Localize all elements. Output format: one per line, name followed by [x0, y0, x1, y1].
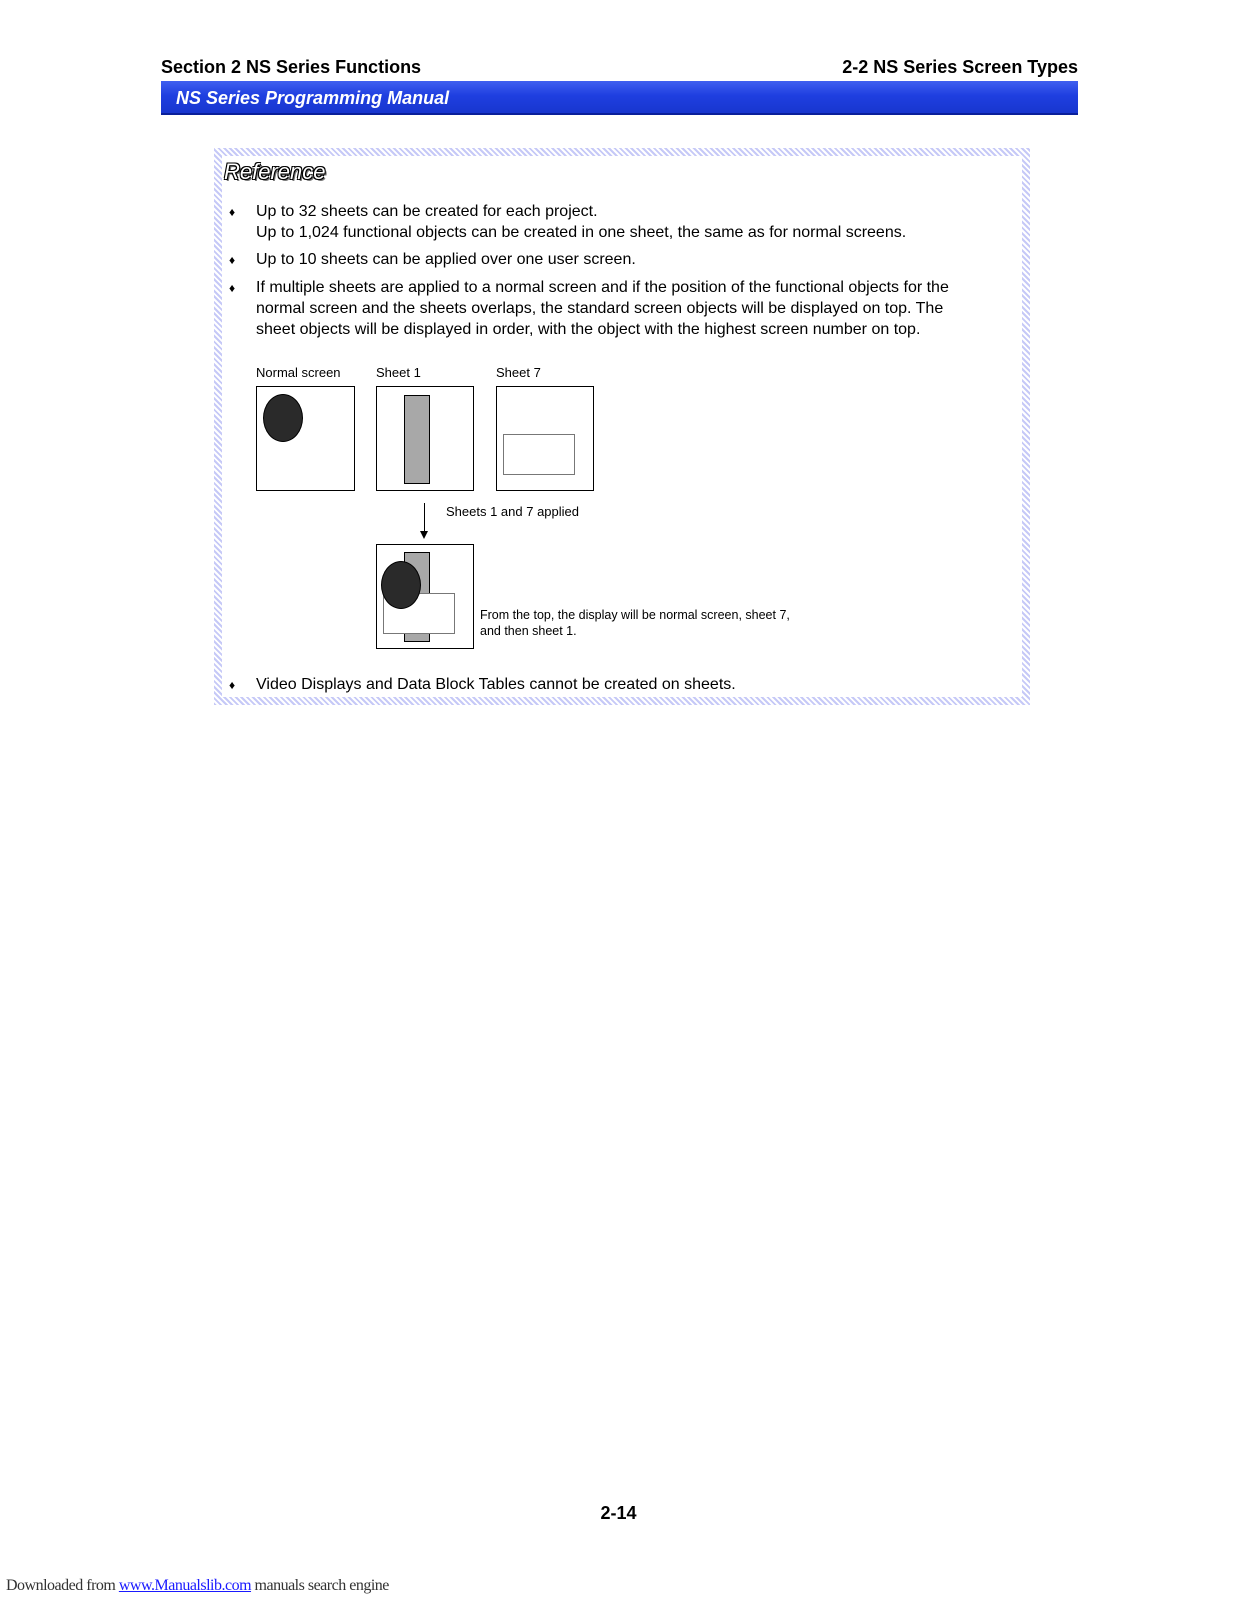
bullet-line: sheet objects will be displayed in order, with the object with the highest screen number on top.	[256, 321, 921, 338]
manual-banner	[161, 81, 1078, 115]
reference-bullet-4	[256, 674, 1016, 695]
down-arrow-icon	[424, 503, 425, 533]
manualslib-link[interactable]: www.Manualslib.com	[118, 1577, 252, 1594]
sheet7-label: Sheet 7	[496, 365, 541, 380]
normal-screen-diagram	[256, 386, 355, 491]
bullet-icon: ♦	[229, 205, 236, 219]
page-number: 2-14	[600, 1503, 637, 1523]
bullet-icon: ♦	[229, 253, 236, 267]
reference-bullet-1	[256, 201, 1016, 243]
bullet-icon: ♦	[229, 678, 236, 692]
bullet-line: Up to 32 sheets can be created for each project.	[256, 203, 598, 220]
bullet-line: Up to 1,024 functional objects can be created in one sheet, the same as for normal screens.	[256, 224, 907, 241]
result-caption-line-1: From the top, the display will be normal screen, sheet 7,	[480, 608, 790, 622]
sheet1-diagram	[376, 386, 474, 491]
reference-title: Reference	[224, 159, 326, 184]
bullet-icon: ♦	[229, 281, 236, 295]
reference-bullet-3	[256, 277, 1016, 340]
footer-suffix: manuals search engine	[251, 1577, 389, 1594]
reference-bullet-2	[256, 249, 1016, 270]
bullet-line: If multiple sheets are applied to a normal screen and if the position of the functional objects for the	[256, 279, 949, 296]
circle-object-icon	[263, 394, 303, 442]
combined-screen-diagram	[376, 544, 474, 649]
gray-bar-object-icon	[404, 395, 430, 484]
sheet1-label: Sheet 1	[376, 365, 421, 380]
bullet-line: Up to 10 sheets can be applied over one user screen.	[256, 251, 636, 268]
result-caption-line-2: and then sheet 1.	[480, 624, 577, 638]
footer-prefix: Downloaded from	[6, 1577, 119, 1594]
normal-screen-label: Normal screen	[256, 365, 341, 380]
download-footer	[6, 1576, 389, 1596]
subsection-title: 2-2 NS Series Screen Types	[842, 57, 1078, 77]
sheet7-diagram	[496, 386, 594, 491]
bullet-line: normal screen and the sheets overlaps, the standard screen objects will be displayed on top. The	[256, 300, 944, 317]
arrow-head-icon	[420, 531, 428, 539]
bullet-line: Video Displays and Data Block Tables cannot be created on sheets.	[256, 676, 736, 693]
circle-object-icon	[381, 561, 421, 609]
section-title: Section 2 NS Series Functions	[161, 57, 422, 77]
white-rectangle-object-icon	[503, 434, 575, 475]
manual-title: NS Series Programming Manual	[176, 88, 450, 108]
applied-label: Sheets 1 and 7 applied	[446, 504, 579, 519]
